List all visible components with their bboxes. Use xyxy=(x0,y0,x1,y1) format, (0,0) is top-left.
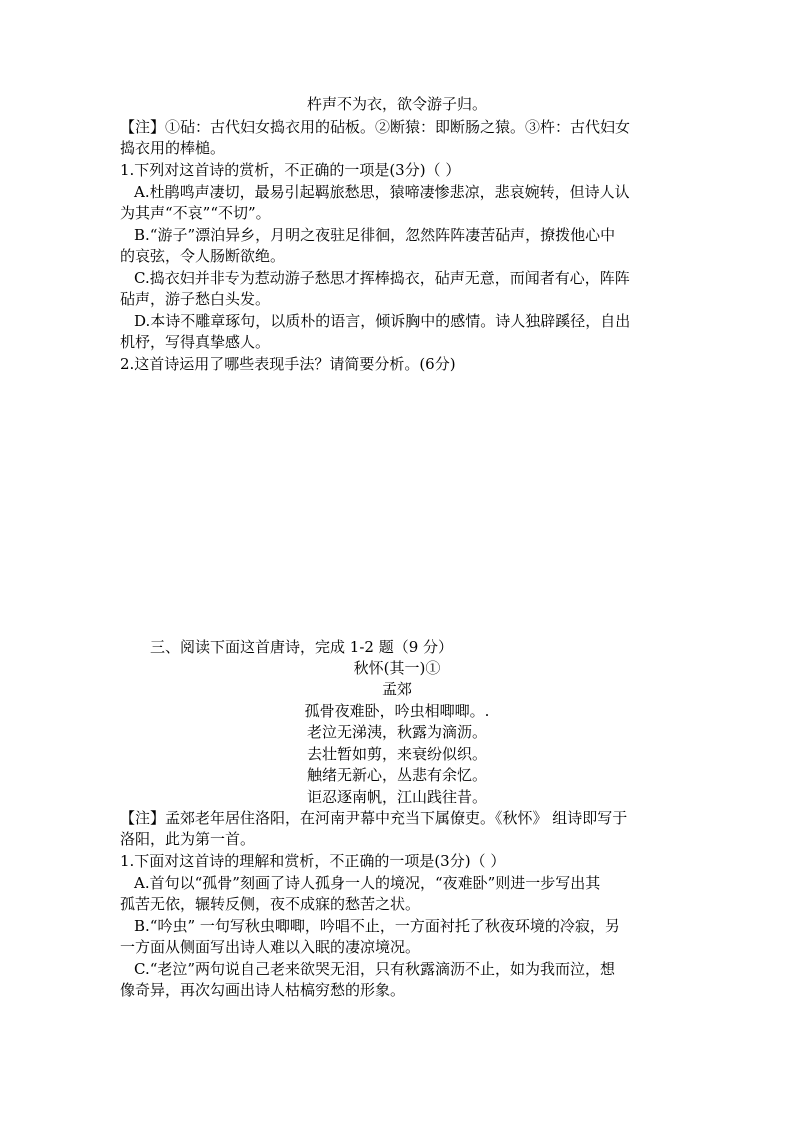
poem-line-2: 老泣无涕洟，秋露为滴沥。 xyxy=(306,723,487,741)
s3-note-line-1: 【注】孟郊老年居住洛阳，在河南尹幕中充当下属僚吏。《秋怀》 组诗即写于 xyxy=(120,809,628,827)
option-a-line-1: A.杜鹃鸣声凄切，最易引起羁旅愁思，猿啼凄惨悲凉，悲哀婉转，但诗人认 xyxy=(134,183,630,201)
option-c-line-1: C.捣衣妇并非专为惹动游子愁思才挥棒捣衣，砧声无意，而闻者有心，阵阵 xyxy=(134,269,630,287)
s3-option-c-line-2: 像奇异，再次勾画出诗人枯槁穷愁的形象。 xyxy=(120,981,406,999)
poem-line-1: 孤骨夜难卧，吟虫相唧唧。. xyxy=(304,702,490,720)
s3-note-line-2: 洛阳，此为第一首。 xyxy=(120,830,256,848)
option-a-line-2: 为其声“不哀”“不切”。 xyxy=(120,204,271,222)
option-b-line-1: B.“游子”漂泊异乡，月明之夜驻足徘徊，忽然阵阵凄苦砧声，撩拨他心中 xyxy=(134,226,616,244)
poem-title: 秋怀(其一)① xyxy=(353,659,441,677)
note-line-2: 捣衣用的棒槌。 xyxy=(120,139,226,157)
s3-option-b-line-2: 一方面从侧面写出诗人难以入眠的凄凉境况。 xyxy=(120,938,421,956)
s3-option-a-line-1: A.首句以“孤骨”刻画了诗人孤身一人的境况，“夜难卧”则进一步写出其 xyxy=(134,874,601,892)
question-1-stem: 1.下列对这首诗的赏析，不正确的一项是(3分)（ ） xyxy=(120,161,461,179)
poem-line-4: 触绪无新心，丛悲有余忆。 xyxy=(306,766,487,784)
option-b-line-2: 的哀弦，令人肠断欲绝。 xyxy=(120,247,286,265)
poem-line-3: 去壮暂如剪，来衰纷似织。 xyxy=(306,745,487,763)
poem-line-5: 讵忍逐南帆，江山践往昔。 xyxy=(306,788,487,806)
option-d-line-2: 机杼，写得真挚感人。 xyxy=(120,333,271,351)
s3-option-a-line-2: 孤苦无依，辗转反侧，夜不成寐的愁苦之状。 xyxy=(120,895,421,913)
question-2-stem: 2.这首诗运用了哪些表现手法？请简要分析。(6分) xyxy=(120,355,456,373)
s3-option-b-line-1: B.“吟虫” 一句写秋虫唧唧，吟唱不止，一方面衬托了秋夜环境的冷寂，另 xyxy=(134,917,620,935)
section-3-heading: 三、阅读下面这首唐诗，完成 1-2 题（9 分） xyxy=(150,638,454,656)
s3-option-c-line-1: C.“老泣”两句说自己老来欲哭无泪，只有秋露滴沥不止，如为我而泣，想 xyxy=(134,960,616,978)
poem-last-line: 杵声不为衣，欲令游子归。 xyxy=(306,95,487,113)
s3-question-1-stem: 1.下面对这首诗的理解和赏析，不正确的一项是(3分)（ ） xyxy=(120,852,506,870)
option-c-line-2: 砧声，游子愁白头发。 xyxy=(120,290,271,308)
option-d-line-1: D.本诗不雕章琢句，以质朴的语言，倾诉胸中的感情。诗人独辟蹊径，自出 xyxy=(134,312,631,330)
poem-author: 孟郊 xyxy=(381,680,412,698)
note-line-1: 【注】①砧：古代妇女捣衣用的砧板。②断猿：即断肠之猿。③杵：古代妇女 xyxy=(120,118,631,136)
